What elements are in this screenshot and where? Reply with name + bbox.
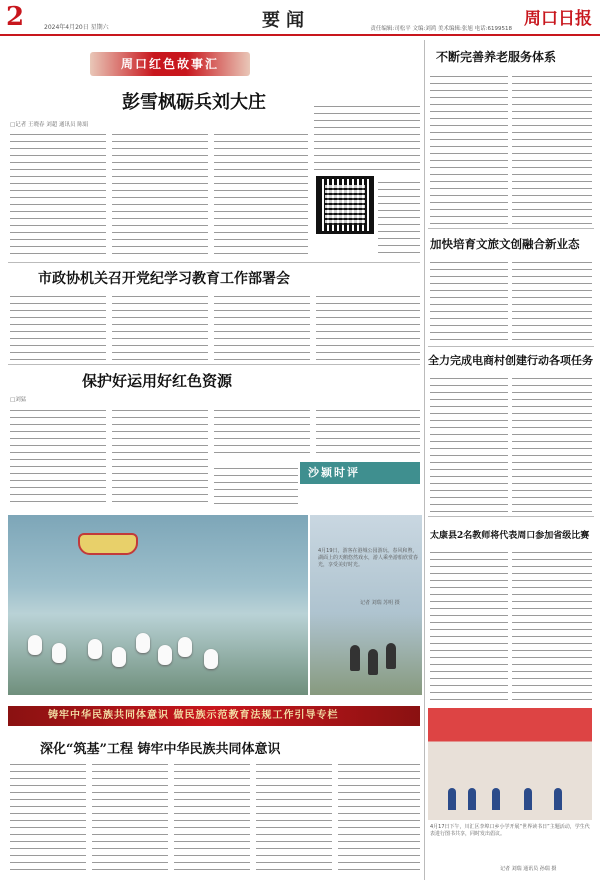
person [386,643,396,669]
park-swan-photo [8,515,308,695]
story1-byline: □记者 王晓春 刘超 通讯员 陈娟 [10,122,89,128]
right4-body-col1 [430,546,508,702]
right2-body-col2 [512,256,592,344]
swan [204,649,218,669]
swan [28,635,42,655]
swan [112,647,126,667]
column-divider [424,40,425,880]
story2-title: 市政协机关召开党纪学习教育工作部署会 [38,271,290,287]
story3-body-col4 [316,404,420,458]
swan [178,637,192,657]
right3-title: 全力完成电商村创建行动各项任务 [428,354,593,367]
divider [428,346,594,347]
reading-day-photo [428,708,592,820]
story1-body-col1 [10,128,106,256]
story2-body-col4 [316,290,420,360]
swan [136,633,150,653]
story2-body-col2 [112,290,208,360]
story3-body-col2 [112,404,208,508]
page-number: 2 [6,2,25,32]
student [492,788,500,810]
student [524,788,532,810]
story1-body-col2 [112,128,208,256]
masthead [0,0,600,36]
divider [428,516,594,517]
story4-body-col5 [338,758,420,878]
story1-body-col3 [214,128,308,256]
story3-byline: □刘猛 [10,397,27,403]
photo1-caption: 4月19日，游客在港城公园游玩。春风和煦，湖面上的天鹅悠然戏水，游人乘坐游船欣赏春光，享受美好时光。 [318,548,419,568]
story4-body-col1 [10,758,86,878]
swan [158,645,172,665]
photo1-credit: 记者 刘瑞 苏明 摄 [360,600,400,606]
right1-body-col2 [512,70,592,226]
story-banner: 周口红色故事汇 [90,52,250,76]
story4-body-col3 [174,758,250,878]
story3-body-col5 [214,462,298,508]
divider [8,364,420,365]
story2-body-col1 [10,290,106,360]
story3-body-col3 [214,404,310,458]
story3-title: 保护好运用好红色资源 [82,372,233,390]
right3-body-col1 [430,372,508,512]
story1-title: 彭雪枫砺兵刘大庄 [122,92,266,113]
right2-body-col1 [430,256,508,344]
story1-body-col4 [314,100,420,174]
right3-body-col2 [512,372,592,512]
issue-date: 2024年4月20日 星期六 [44,24,109,31]
boat [78,533,138,555]
story4-body-col4 [256,758,332,878]
staff-line: 责任编辑:司松平 文编:刘鸿 美术编辑:张旭 电话:6199518 [370,26,512,32]
divider [8,262,420,263]
right4-title: 太康县2名教师将代表周口参加省级比赛 [430,531,590,541]
section-title: 要闻 [262,10,310,31]
story4-body-col2 [92,758,168,878]
column-label: 沙颍时评 [300,462,420,484]
right2-title: 加快培育文旅文创融合新业态 [430,237,580,251]
story1-body-col5 [378,176,420,256]
person [368,649,378,675]
photo3-credit: 记者 刘瑞 通讯员 孙瑞 摄 [500,866,557,872]
swan [52,643,66,663]
story4-title: 深化“筑基”工程 铸牢中华民族共同体意识 [40,742,281,757]
student [554,788,562,810]
column-banner: 铸牢中华民族共同体意识 做民族示范教育法规工作引导专栏 [8,706,420,726]
swan [88,639,102,659]
right4-body-col2 [512,546,592,702]
photo3-caption: 4月17日下午，川汇区李埠口乡小学开展“世界读书日”主题活动，学生代表进行图书共享，同时发出倡议。 [430,824,590,837]
story3-body-col1 [10,404,106,508]
person [350,645,360,671]
qr-code [316,176,374,234]
student [468,788,476,810]
story2-body-col3 [214,290,310,360]
divider [428,228,594,229]
right1-title: 不断完善养老服务体系 [436,50,557,64]
right1-body-col1 [430,70,508,226]
brand-logo: 周口日报 [524,9,592,29]
student [448,788,456,810]
